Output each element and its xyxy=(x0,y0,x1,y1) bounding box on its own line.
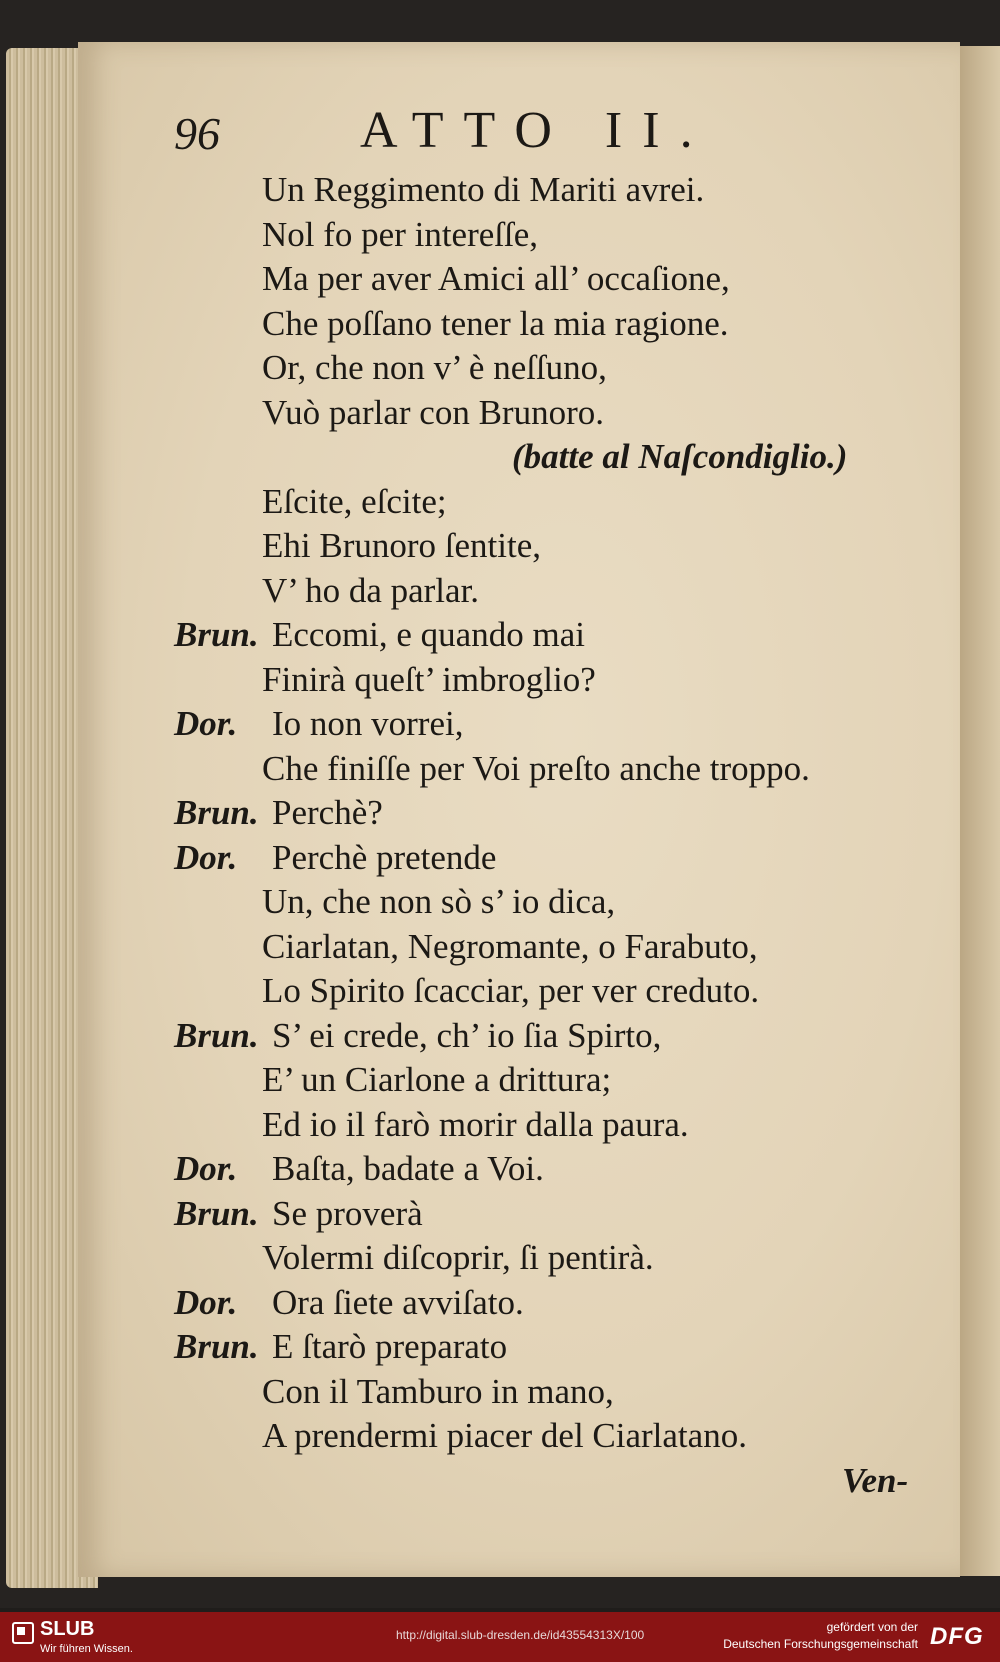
verse-line xyxy=(0,391,1000,436)
verse-line xyxy=(0,747,1000,792)
verse-text: Ciarlatan, Negromante, o Farabuto, xyxy=(262,926,758,966)
act-title: ATTO II. xyxy=(360,102,713,159)
verse-text: Ma per aver Amici all’ occaſione, xyxy=(262,259,730,298)
verse-text: Che poſſano tener la mia ragione. xyxy=(262,303,729,343)
verse-line xyxy=(0,435,1000,480)
speaker-label: Dor. xyxy=(174,704,238,743)
speaker-label: Brun. xyxy=(174,615,259,654)
verse-text: E’ un Ciarlone a drittura; xyxy=(262,1060,612,1099)
speaker-label: Brun. xyxy=(174,1327,259,1366)
verse-text: Se proverà xyxy=(272,1193,423,1233)
verse-line xyxy=(0,1414,1000,1459)
library-tagline: Wir führen Wissen. xyxy=(40,1643,133,1655)
verse-text: Con il Tamburo in mano, xyxy=(262,1371,614,1411)
verse-line xyxy=(0,702,1000,747)
speaker-label: Brun. xyxy=(174,1015,259,1055)
speaker-label: Dor. xyxy=(174,837,238,877)
verse-line xyxy=(0,880,1000,925)
verse-line xyxy=(0,257,1000,302)
verse-text: Finirà queſt’ imbroglio? xyxy=(262,659,596,699)
catchword: Ven- xyxy=(842,1460,909,1500)
verse-line xyxy=(0,302,1000,347)
verse-line xyxy=(0,1058,1000,1103)
verse-line xyxy=(0,524,1000,569)
verse-text: Che finiſſe per Voi preſto anche troppo. xyxy=(262,748,810,788)
verse-text: Perchè pretende xyxy=(272,837,497,877)
verse-text: Eſcite, eſcite; xyxy=(262,481,447,521)
viewer-footer xyxy=(0,1612,1000,1662)
verse-line xyxy=(0,1236,1000,1281)
permalink[interactable]: http://digital.slub-dresden.de/id43554313X/100 xyxy=(396,1628,645,1642)
verse-text: E ſtarò preparato xyxy=(272,1327,508,1366)
funding-line-2: Deutschen Forschungsgemeinschaft xyxy=(723,1637,918,1651)
verse-line xyxy=(0,969,1000,1014)
funding-line-1: gefördert von der xyxy=(826,1620,918,1634)
verse-line xyxy=(0,480,1000,525)
verse-line xyxy=(0,213,1000,258)
verse-text: V’ ho da parlar. xyxy=(262,570,480,610)
verse-line xyxy=(0,1281,1000,1326)
library-name[interactable]: SLUB xyxy=(40,1618,95,1640)
verse-line xyxy=(0,1370,1000,1415)
verse-line xyxy=(0,1325,1000,1370)
dfg-logo[interactable]: DFG xyxy=(930,1623,984,1650)
stage-direction: (batte al Naſcondiglio.) xyxy=(512,437,848,476)
verse-text: Eccomi, e quando mai xyxy=(272,615,585,654)
verse-text: Perchè? xyxy=(272,793,383,832)
verse-line xyxy=(0,1192,1000,1237)
verse-text: Volermi diſcoprir, ſi pentirà. xyxy=(262,1238,654,1277)
verse-text: Lo Spirito ſcacciar, per ver creduto. xyxy=(262,971,760,1010)
verse-line xyxy=(0,569,1000,614)
verse-text: Un Reggimento di Mariti avrei. xyxy=(262,170,705,209)
verse-line xyxy=(0,1014,1000,1059)
libretto-text xyxy=(0,168,1000,1503)
speaker-label: Brun. xyxy=(174,793,259,832)
verse-text: Io non vorrei, xyxy=(272,704,464,743)
verse-text: Ed io il farò morir dalla paura. xyxy=(262,1104,689,1144)
verse-line xyxy=(0,346,1000,391)
verse-line xyxy=(0,658,1000,703)
speaker-label: Dor. xyxy=(174,1282,238,1322)
speaker-label: Brun. xyxy=(174,1193,259,1233)
verse-text: Ora ſiete avviſato. xyxy=(272,1282,524,1322)
verse-text: Un, che non sò s’ io dica, xyxy=(262,882,616,921)
verse-text: S’ ei crede, ch’ io ſia Spirto, xyxy=(272,1015,662,1055)
verse-line xyxy=(0,836,1000,881)
verse-line xyxy=(0,925,1000,970)
speaker-label: Dor. xyxy=(174,1149,238,1188)
verse-line xyxy=(0,791,1000,836)
verse-text: Or, che non v’ è neſſuno, xyxy=(262,348,607,387)
page-number: 96 xyxy=(174,108,220,159)
funding-note xyxy=(690,1619,918,1653)
verse-text: Baſta, badate a Voi. xyxy=(272,1149,544,1188)
verse-line xyxy=(0,1103,1000,1148)
verse-line xyxy=(0,613,1000,658)
verse-line xyxy=(0,1147,1000,1192)
verse-text: Nol fo per intereſſe, xyxy=(262,214,539,254)
page-header xyxy=(0,95,1000,165)
catchword-line xyxy=(0,1459,1000,1504)
verse-text: Vuò parlar con Brunoro. xyxy=(262,392,604,432)
verse-text: A prendermi piacer del Ciarlatano. xyxy=(262,1416,747,1455)
slub-logo-icon xyxy=(12,1622,34,1644)
verse-line xyxy=(0,168,1000,213)
verse-text: Ehi Brunoro ſentite, xyxy=(262,526,541,565)
